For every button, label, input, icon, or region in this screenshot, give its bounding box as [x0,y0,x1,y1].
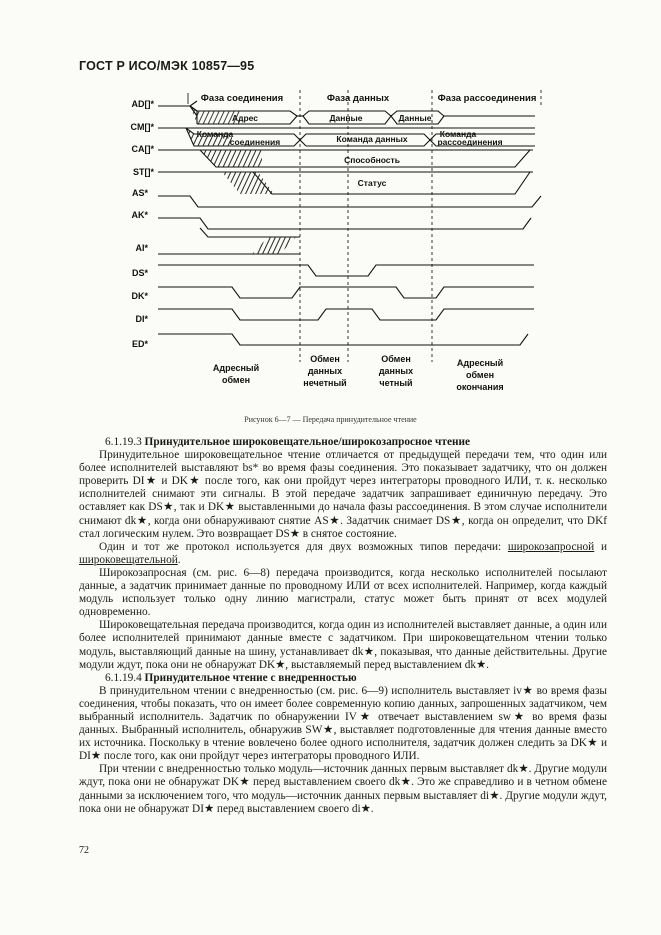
paragraph: Принудительное широковещательное чтение отличается от предыдущей передачи тем, что один или более исполнителей выставляют bs* во время фазы соединения. Это показывает задатчику, что он должен проверить DI★ и DK★ после того, как они пройдут через интеграторы проводного ИЛИ, т. к. несколько исполнителей снимают эти сигналы. В этой передаче задатчик запрашивает единичную передачу. Это оставляет как DS★, так и DK★ выставленными до начала фазы рассоединения. В этом случае исполнители снимают dk★, когда они обнаруживают снятие AS★. Задатчик снимает DS★, когда он определит, что DKf стал логическим нулем. Это возвращает DS★ в снятое состояние. [79,449,607,540]
paragraph: В принудительном чтении с внедренностью (см. рис. 6—9) исполнитель выставляет iv★ во время фазы соединения, чтобы показать, что он имеет более современную копию данных, запрошенных задатчиком, чем выбранный исполнитель. Задатчик по обнаружении IV★ отвечает выставлением sw★ во время фазы данных. Выбранный исполнитель, обнаружив SW★, выставляет подготовленные для чтения данные вместо их источника. Поскольку в чтение вовлечено более одного исполнителя, задатчик должен следить за DK★ и DI★ после того, как они пройдут через интеграторы проводного ИЛИ. [79,684,607,763]
bus-label: Данные [398,113,432,123]
bus-label: Команда [439,129,477,139]
paragraph: Широковещательная передача производится, когда один из исполнителей выставляет данные, а один или более исполнителей принимают данные вместе с задатчиком. При широковещательном чтении только модуль, выставляющий данные на шину, устанавливает dk★, показывая, что данные действительны. Другие модули ждут, пока они не обнаружат DK★, выставляемый перед выставлением dk★. [79,619,607,671]
signal-name: DK* [131,291,148,301]
paragraph: Широкозапросная (см. рис. 6—8) передача производится, когда несколько исполнителей посылают данные, а задатчик принимает данные по проводному ИЛИ от всех исполнителей. Например, когда каждый модуль использует только одну линию магистрали, статус может быть принят от всех модулей одновременно. [79,566,607,619]
signal-name: AI* [135,243,148,253]
bus-label: Способность [344,155,400,165]
bus-label: соединения [229,137,281,147]
paragraph: При чтении с внедренностью только модуль—источник данных первым выставляет dk★. Другие модули ждут, пока они не обнаружат DK★ перед выставлением своего dk★. Это же справедливо и в четном обмене данными за исключением того, что модуль—источник данных первым выставляет di★. Другие модули ждут, пока они не обнаружат DI★ перед выставлением своего di★. [79,763,607,815]
phase-boundaries [300,90,541,362]
bottom-label: обмен [465,370,495,380]
hatch-ca [200,150,262,167]
signal-name: ST[]* [133,167,154,177]
phase-label: Фаза рассоединения [437,93,537,104]
signal-name: DI* [135,314,148,324]
figure-caption: Рисунок 6—7 — Передача принудительное чтение [244,415,417,424]
signal-name: AS* [131,188,148,198]
paragraph: Один и тот же протокол используется для двух возможных типов передачи: широкозапросной и широковещательной. [79,540,607,566]
section-heading: 6.1.19.3 Принудительное широковещательное/широкозапросное чтение [105,436,471,448]
trace-ed [158,334,528,345]
bottom-label: нечетный [303,378,347,388]
signal-name: ED* [131,339,148,349]
bottom-label: Обмен [310,354,340,364]
section-heading: 6.1.19.4 Принудительное чтение с внедренностью [105,671,357,684]
body-text [79,436,607,816]
bus-label: рассоединения [437,137,503,147]
bottom-label: Обмен [381,354,411,364]
bus-label: Статус [357,178,387,188]
signal-name: CM[]* [130,122,154,132]
bottom-label: четный [379,378,413,388]
phase-label: Фаза данных [326,93,390,104]
bottom-label: Адресный [212,363,260,373]
trace-dk [158,287,534,298]
bus-label: Команда данных [336,134,408,144]
page-number: 72 [79,845,89,856]
signal-name: AK* [131,210,148,220]
signal-name: AD[]* [131,99,154,109]
bottom-label: Адресный [456,358,504,368]
phase-label: Фаза соединения [200,93,284,104]
bus-label: Данные [329,113,363,123]
signal-name: DS* [131,268,148,278]
signal-name: CA[]* [131,144,154,154]
bus-label: Команда [196,129,234,139]
trace-di [158,309,534,320]
hatch-ai [252,237,296,254]
bottom-label: данных [307,366,343,376]
hatch-st [222,172,274,194]
page-header: ГОСТ Р ИСО/МЭК 10857—95 [79,59,255,73]
trace-ds [158,265,534,276]
trace-ak [158,218,531,229]
bottom-label: обмен [221,375,251,385]
trace-st [253,172,530,194]
bus-label: Адрес [231,113,259,123]
bottom-label: окончания [456,382,504,392]
timing-diagram [0,0,661,410]
trace-as [158,196,541,207]
bottom-label: данных [378,366,414,376]
